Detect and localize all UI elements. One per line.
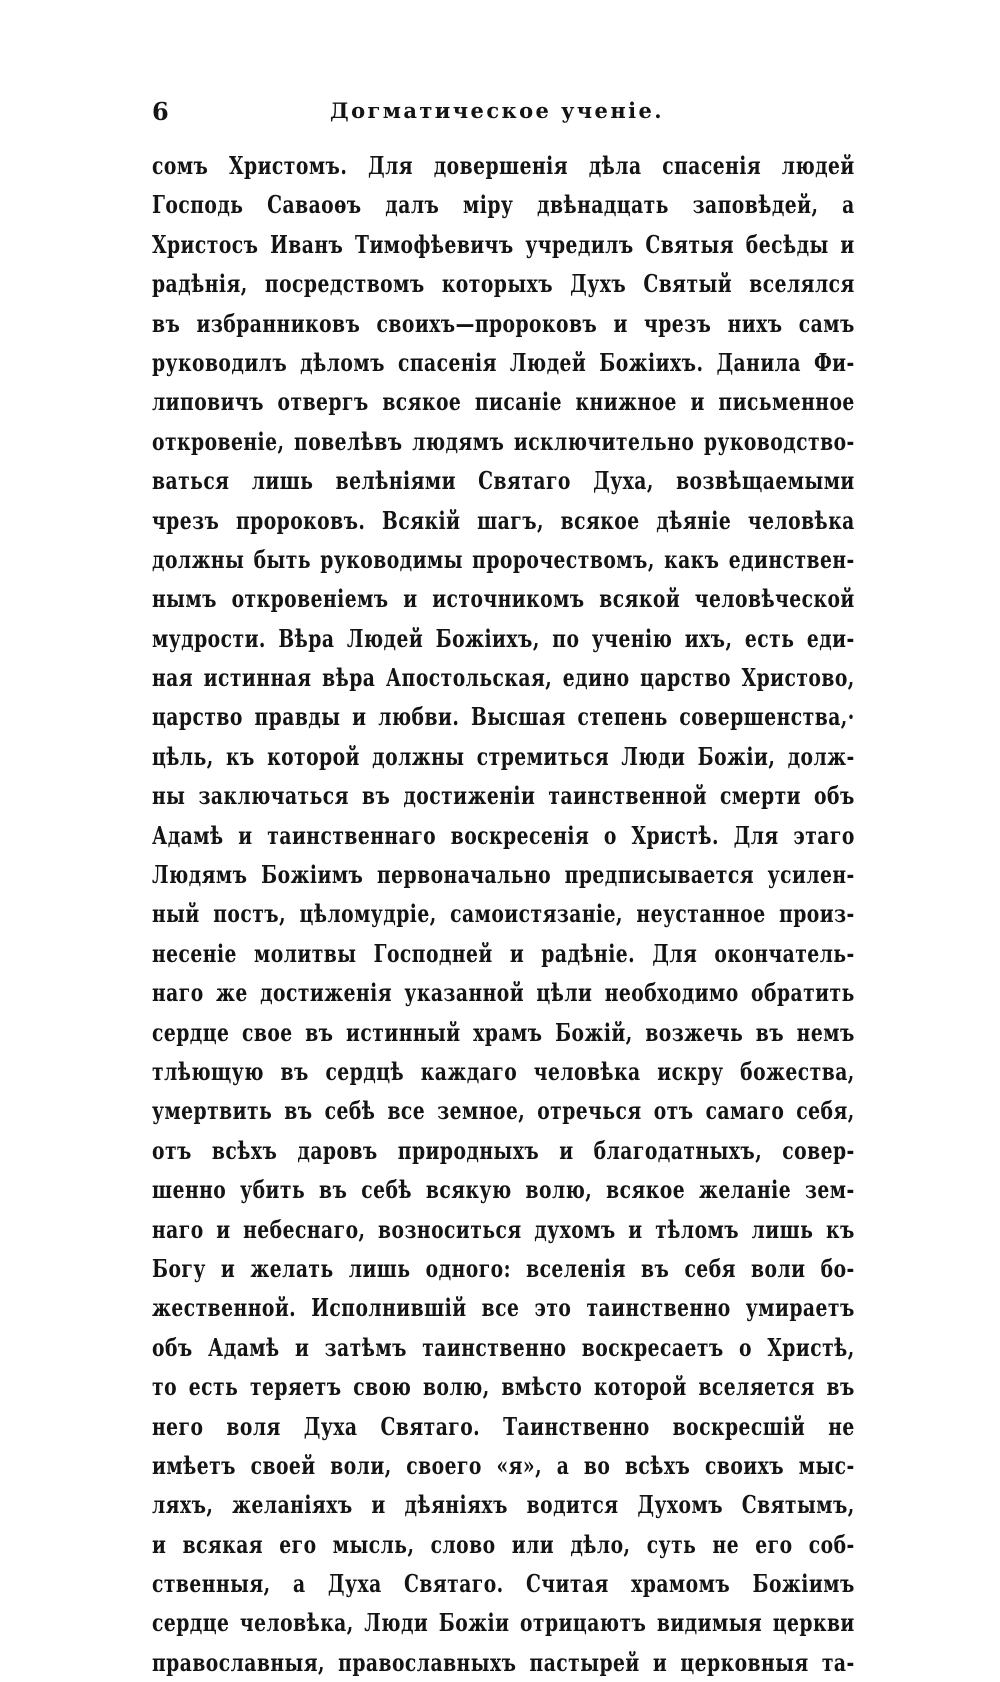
text-line: несеніе молитвы Господней и радѣніе. Для окончатель- <box>152 938 855 968</box>
page-number: 6 <box>152 97 170 126</box>
text-line: него воля Духа Святаго. Таинственно воскресшій не <box>152 1411 855 1441</box>
running-title: Догматическое ученіе. <box>330 98 664 123</box>
text-line: имѣетъ своей воли, своего «я», а во всѣхъ своихъ мыс- <box>152 1450 855 1480</box>
text-line: царство правды и любви. Высшая степень совершенства,· <box>152 702 855 732</box>
body-text <box>152 146 855 1682</box>
text-line: Адамѣ и таинственнаго воскресенія о Христѣ. Для этаго <box>152 820 855 850</box>
text-line: цѣль, къ которой должны стремиться Люди Божіи, долж- <box>152 741 855 771</box>
text-line: православныя, православныхъ пастырей и церковныя та- <box>152 1647 855 1677</box>
text-line: руководилъ дѣломъ спасенія Людей Божіихъ. Данила Фи- <box>152 347 855 377</box>
text-line: жественной. Исполнившій все это таинственно умираетъ <box>152 1293 855 1323</box>
text-line: сердце свое въ истинный храмъ Божій, возжечь въ немъ <box>152 1017 855 1047</box>
text-line: то есть теряетъ свою волю, вмѣсто которой вселяется въ <box>152 1372 855 1402</box>
text-line: Людямъ Божіимъ первоначально предписывается усилен- <box>152 860 855 890</box>
text-line: должны быть руководимы пророчествомъ, какъ единствен- <box>152 544 855 574</box>
text-line: въ избранниковъ своихъ—пророковъ и чрезъ нихъ самъ <box>152 308 855 338</box>
text-line: и всякая его мысль, слово или дѣло, суть не его соб- <box>152 1529 855 1559</box>
text-line: чрезъ пророковъ. Всякій шагъ, всякое дѣяніе человѣка <box>152 505 855 535</box>
text-line: Господь Саваоѳъ далъ міру двѣнадцать заповѣдей, а <box>152 190 855 220</box>
text-line: откровеніе, повелѣвъ людямъ исключительно руководство- <box>152 426 855 456</box>
text-line: сомъ Христомъ. Для довершенія дѣла спасенія людей <box>152 151 855 180</box>
text-line: ственныя, а Духа Святаго. Считая храмомъ Божіимъ <box>152 1569 855 1599</box>
text-line: наго же достиженія указанной цѣли необходимо обратить <box>152 978 855 1008</box>
text-line: ны заключаться въ достиженіи таинственной смерти объ <box>152 781 855 811</box>
text-line: ный постъ, цѣломудріе, самоистязаніе, неустанное произ- <box>152 899 855 929</box>
text-line: объ Адамѣ и затѣмъ таинственно воскресаетъ о Христѣ, <box>152 1332 855 1362</box>
text-line: Христосъ Иванъ Тимофѣевичъ учредилъ Святыя бесѣды и <box>152 229 855 259</box>
text-line: сердце человѣка, Люди Божіи отрицаютъ видимыя церкви <box>152 1608 855 1638</box>
text-line: тлѣющую въ сердцѣ каждаго человѣка искру божества, <box>152 1056 855 1086</box>
text-line: ваться лишь велѣніями Святаго Духа, возвѣщаемыми <box>152 466 855 496</box>
text-line: отъ всѣхъ даровъ природныхъ и благодатныхъ, совер- <box>152 1135 855 1165</box>
text-line: радѣнія, посредствомъ которыхъ Духъ Святый вселялся <box>152 269 855 299</box>
text-line: Богу и желать лишь одного: вселенія въ себя воли бо- <box>152 1253 855 1283</box>
text-line: нымъ откровеніемъ и источникомъ всякой человѣческой <box>152 584 855 614</box>
text-line: ная истинная вѣра Апостольская, едино царство Христово, <box>152 663 855 693</box>
text-line: ляхъ, желаніяхъ и дѣяніяхъ водится Духомъ Святымъ, <box>152 1490 855 1520</box>
text-line: липовичъ отвергъ всякое писаніе книжное и письменное <box>152 387 855 417</box>
text-line: умертвить въ себѣ все земное, отречься отъ самаго себя, <box>152 1096 855 1126</box>
text-line: шенно убить въ себѣ всякую волю, всякое желаніе зем- <box>152 1175 855 1205</box>
text-line: мудрости. Вѣра Людей Божіихъ, по ученію ихъ, есть еди- <box>152 623 855 653</box>
text-line: наго и небеснаго, возноситься духомъ и тѣломъ лишь къ <box>152 1214 855 1244</box>
